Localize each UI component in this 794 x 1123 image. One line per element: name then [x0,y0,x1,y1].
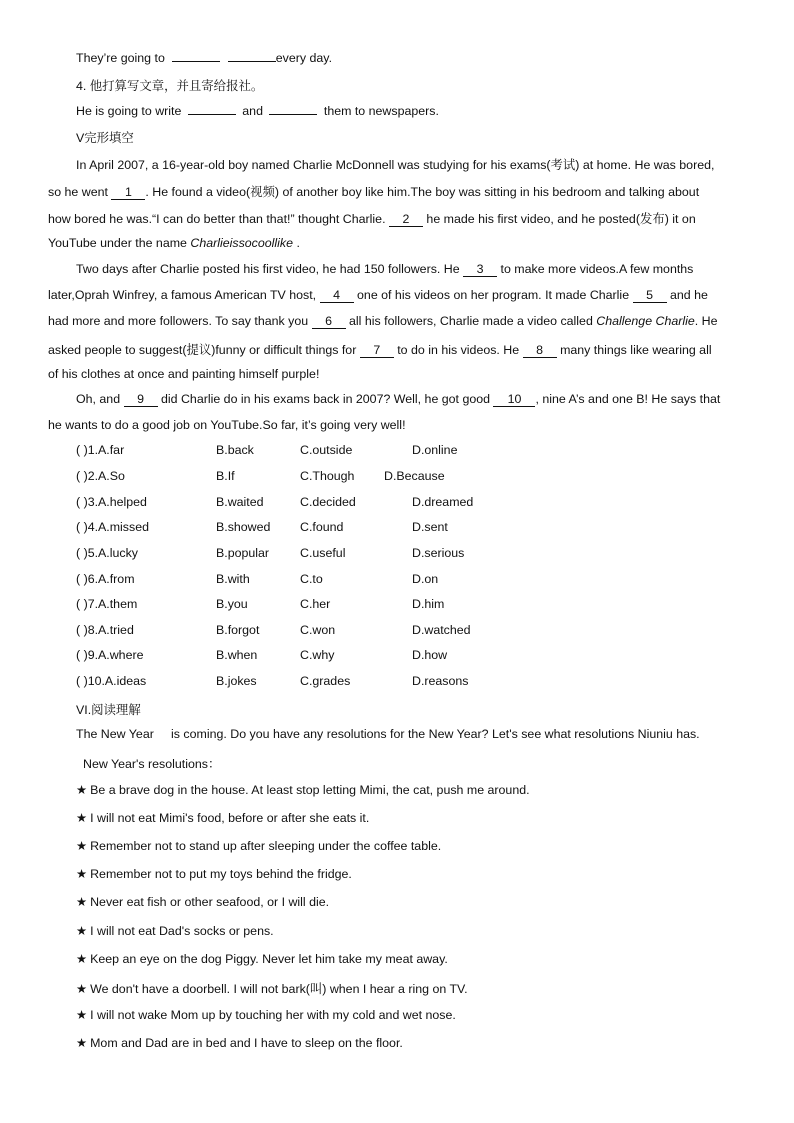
cloze-p2-line3 [48,314,740,329]
text: and [242,104,263,118]
option-d[interactable]: D.sent [412,520,448,534]
text: . He found a video(视频) of another boy like him.The boy was sitting in his bedroom and talking about [145,185,700,199]
resolutions-title: New Year's resolutions： [83,757,221,771]
cloze-p2-line1 [76,262,740,277]
section-heading-cloze: V完形填空 [76,131,134,145]
option-a[interactable]: ( )9.A.where [76,648,144,662]
option-b[interactable]: B.jokes [216,674,257,688]
text: many things like wearing all [560,343,712,357]
option-d[interactable]: D.serious [412,546,465,560]
option-a[interactable]: ( )1.A.far [76,443,125,457]
option-c[interactable]: C.decided [300,495,356,509]
text: . [293,236,300,250]
option-c[interactable]: C.to [300,572,323,586]
resolution-item: ★ Never eat fish or other seafood, or I will die. [76,894,740,909]
option-d[interactable]: D.how [412,648,448,662]
option-a[interactable]: ( )7.A.them [76,597,138,611]
option-c[interactable]: C.why [300,648,335,662]
text: YouTube under the name [48,236,191,250]
resolution-item: ★ I will not wake Mom up by touching her with my cold and wet nose. [76,1007,740,1022]
blank-1[interactable]: 1 [111,186,145,200]
text: them to newspapers. [323,104,439,118]
option-a[interactable]: ( )8.A.tried [76,623,134,637]
cloze-p2-line2 [48,288,740,303]
option-c[interactable]: C.outside [300,443,353,457]
option-b[interactable]: B.when [216,648,258,662]
blank-10[interactable]: 10 [493,393,535,407]
text: so he went [48,185,108,199]
blank-8[interactable]: 8 [523,344,557,358]
cloze-p2-line5: of his clothes at once and painting himself purple! [48,367,320,381]
blank-5[interactable]: 5 [633,289,667,303]
resolution-item: ★ Mom and Dad are in bed and I have to sleep on the floor. [76,1035,740,1050]
question-4-chinese: 4. 他打算写文章，并且寄给报社。 [76,79,264,93]
video-name: Challenge Charlie [596,314,695,328]
resolution-item: ★ Keep an eye on the dog Piggy. Never let him take my meat away. [76,951,740,966]
option-c[interactable]: C.Though [300,469,355,483]
option-b[interactable]: B.waited [216,495,264,509]
text: later,Oprah Winfrey, a famous American TV host, [48,288,317,302]
section-heading-reading: VI.阅读理解 [76,703,141,717]
option-d[interactable]: D.on [412,572,439,586]
option-d[interactable]: D.reasons [412,674,469,688]
channel-name: Charlieissocoollike [190,236,293,250]
cloze-p3-line1 [76,392,740,407]
option-a[interactable]: ( )2.A.So [76,469,125,483]
text: He is going to write [76,104,182,118]
cloze-p1-line1: In April 2007, a 16-year-old boy named Charlie McDonnell was studying for his exams(考试) at home. He was bored, [76,158,715,172]
option-a[interactable]: ( )10.A.ideas [76,674,147,688]
cloze-p1-line2 [48,182,740,200]
text: Two days after Charlie posted his first video, he had 150 followers. He [76,262,460,276]
blank-6[interactable]: 6 [312,315,346,329]
answer-blank[interactable] [172,49,220,62]
cloze-p3-line2: he wants to do a good job on YouTube.So far, it’s going very well! [48,418,406,432]
blank-3[interactable]: 3 [463,263,497,277]
resolution-item: ★ Remember not to stand up after sleeping under the coffee table. [76,838,740,853]
option-c[interactable]: C.useful [300,546,346,560]
text: asked people to suggest(提议)funny or difficult things for [48,343,357,357]
option-d[interactable]: D.Because [384,469,445,483]
blank-2[interactable]: 2 [389,213,423,227]
option-d[interactable]: D.him [412,597,445,611]
text: did Charlie do in his exams back in 2007? Well, he got good [161,392,491,406]
option-c[interactable]: C.found [300,520,344,534]
option-b[interactable]: B.with [216,572,250,586]
text: to make more videos.A few months [500,262,694,276]
text: had more and more followers. To say thank you [48,314,309,328]
text: , nine A’s and one B! He says that [535,392,721,406]
resolution-item: ★ We don't have a doorbell. I will not bark(叫) when I hear a ring on TV. [76,979,740,997]
option-d[interactable]: D.online [412,443,458,457]
option-a[interactable]: ( )3.A.helped [76,495,147,509]
resolution-item: ★ Remember not to put my toys behind the fridge. [76,866,740,881]
option-b[interactable]: B.showed [216,520,271,534]
option-d[interactable]: D.watched [412,623,471,637]
option-b[interactable]: B.If [216,469,235,483]
cloze-p1-line3 [48,209,740,227]
translation-line-3 [76,49,740,65]
option-a[interactable]: ( )4.A.missed [76,520,149,534]
answer-blank[interactable] [269,102,317,115]
translation-line-4 [76,102,740,118]
option-a[interactable]: ( )5.A.lucky [76,546,138,560]
text: They’re going to [76,51,165,65]
text: Oh, and [76,392,121,406]
option-c[interactable]: C.won [300,623,336,637]
text: all his followers, Charlie made a video called [349,314,597,328]
option-c[interactable]: C.grades [300,674,351,688]
resolution-item: ★ I will not eat Dad's socks or pens. [76,923,740,938]
reading-intro: The New Year is coming. Do you have any resolutions for the New Year? Let's see what resolutions Niuniu has. [76,727,700,741]
text: . He [694,314,718,328]
text: to do in his videos. He [397,343,520,357]
blank-4[interactable]: 4 [320,289,354,303]
blank-7[interactable]: 7 [360,344,394,358]
option-c[interactable]: C.her [300,597,331,611]
text: and he [670,288,708,302]
option-b[interactable]: B.popular [216,546,270,560]
cloze-p2-line4 [48,340,740,358]
answer-blank[interactable] [228,49,276,62]
text: every day. [275,51,333,65]
answer-blank[interactable] [188,102,236,115]
option-b[interactable]: B.you [216,597,248,611]
text: one of his videos on her program. It made Charlie [357,288,630,302]
resolution-item: ★ Be a brave dog in the house. At least stop letting Mimi, the cat, push me around. [76,782,740,797]
option-b[interactable]: B.back [216,443,254,457]
text: how bored he was.“I can do better than that!” thought Charlie. [48,212,386,226]
option-a[interactable]: ( )6.A.from [76,572,135,586]
cloze-p1-line4 [48,236,740,250]
text: he made his first video, and he posted(发布) it on [426,212,696,226]
option-b[interactable]: B.forgot [216,623,260,637]
blank-9[interactable]: 9 [124,393,158,407]
option-d[interactable]: D.dreamed [412,495,474,509]
resolution-item: ★ I will not eat Mimi's food, before or after she eats it. [76,810,740,825]
